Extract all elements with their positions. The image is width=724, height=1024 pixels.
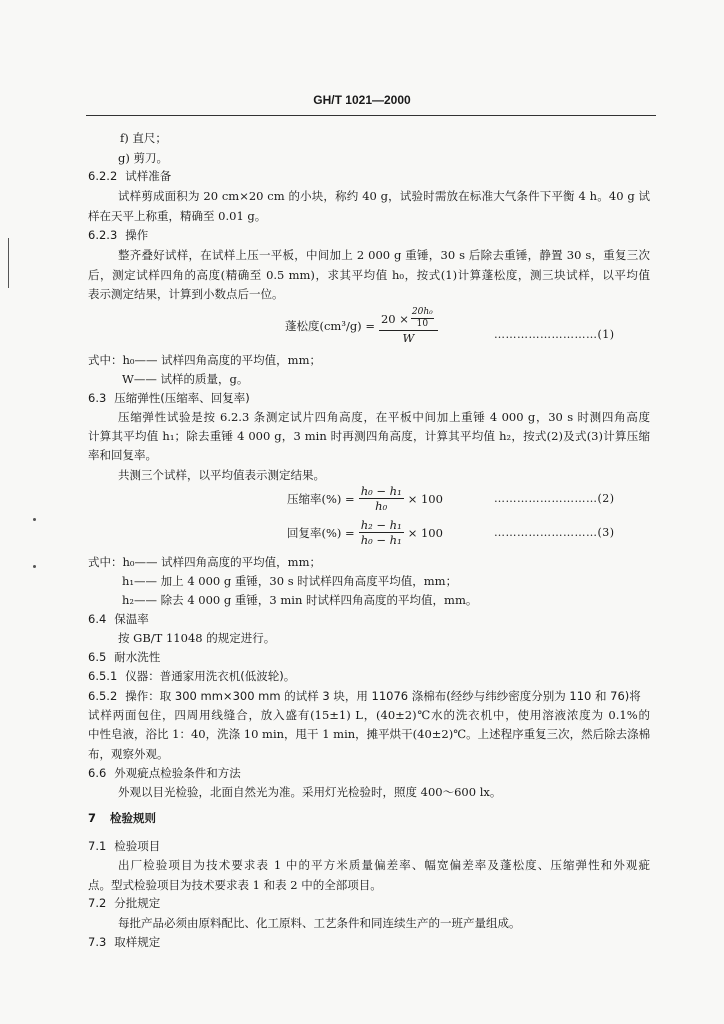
equation-number-2: ………………………(2) xyxy=(494,492,615,505)
paragraph-line: 按 GB/T 11048 的规定进行。 xyxy=(118,631,276,645)
formula-inner-fraction xyxy=(411,307,434,330)
formula-fraction xyxy=(359,484,404,513)
section-heading-6-4 xyxy=(88,611,149,627)
section-number: 6.2.2 xyxy=(88,169,118,183)
where-line: 式中：h₀—— 试样四角高度的平均值，mm； xyxy=(88,555,321,569)
formula-fraction xyxy=(359,518,404,547)
paragraph-line: 点。型式检验项目为技术要求表 1 和表 2 中的全部项目。 xyxy=(88,878,382,892)
section-heading-6-3 xyxy=(88,390,250,406)
formula-numerator: h₂ − h₁ xyxy=(360,518,402,532)
section-number: 6.3 xyxy=(88,391,107,405)
paragraph-line: 中性皂液，浴比 1：40，洗涤 10 min，甩干 1 min，摊平烘干(40±2)℃。上述程序重复三次，然后除去涤棉 xyxy=(88,727,651,741)
formula-inner-denominator: 10 xyxy=(416,319,429,329)
where-line: h₁—— 加上 4 000 g 重锤，30 s 时试样四角高度平均值，mm； xyxy=(122,574,458,588)
page-header-standard-number: GH/T 1021—2000 xyxy=(313,93,411,107)
paragraph-line: 出厂检验项目为技术要求表 1 中的平方米质量偏差率、幅宽偏差率及蓬松度、压缩弹性和外观疵 xyxy=(118,858,650,872)
formula-label: 回复率(%) = xyxy=(287,525,355,540)
section-heading-6-5 xyxy=(88,649,160,665)
section-title: 检验项目 xyxy=(114,839,161,853)
section-heading-6-6 xyxy=(88,765,241,781)
section-number: 6.5.1 xyxy=(88,669,118,683)
where-line: W—— 试样的质量，g。 xyxy=(122,372,249,386)
section-number: 6.2.3 xyxy=(88,228,118,242)
chapter-heading-7 xyxy=(88,810,156,826)
formula-denominator: h₀ − h₁ xyxy=(360,533,402,547)
formula-numerator-prefix: 20 × xyxy=(380,311,409,326)
paragraph-line: 操作：取 300 mm×300 mm 的试样 3 块，用 11076 涤棉布(经纱与纬纱密度分别为 110 和 76)将 xyxy=(125,689,641,703)
formula-multiplier: × 100 xyxy=(407,525,443,540)
header-rule xyxy=(86,115,656,116)
section-title: 保温率 xyxy=(114,612,149,626)
where-line: h₂—— 除去 4 000 g 重锤，3 min 时试样四角高度的平均值，mm。 xyxy=(122,593,478,607)
equation-number-3: ………………………(3) xyxy=(494,526,615,539)
section-number: 7 xyxy=(88,811,97,825)
paragraph-line: 每批产品必须由原料配比、化工原料、工艺条件和同连续生产的一班产量组成。 xyxy=(118,916,521,930)
paragraph-line: 外观以目光检验，北面自然光为准。采用灯光检验时，照度 400～600 lx。 xyxy=(118,785,502,799)
paragraph-line: 试样两面包住，四周用线缝合，放入盛有(15±1) L，(40±2)℃水的洗衣机中，使用溶液浓度为 0.1%的 xyxy=(88,708,650,722)
section-heading-6-5-2 xyxy=(88,688,641,704)
section-title: 分批规定 xyxy=(114,896,161,910)
section-number: 7.2 xyxy=(88,896,107,910)
formula-multiplier: × 100 xyxy=(407,491,443,506)
section-heading-6-2-2 xyxy=(88,168,171,184)
section-title: 外观疵点检验条件和方法 xyxy=(114,766,241,780)
scan-artifact-dot xyxy=(33,565,36,568)
section-title: 压缩弹性(压缩率、回复率) xyxy=(114,391,250,405)
formula-2 xyxy=(287,484,443,513)
paragraph-line: 试样剪成面积为 20 cm×20 cm 的小块，称约 40 g，试验时需放在标准大气条件下平衡 4 h。40 g 试 xyxy=(118,189,650,203)
formula-1 xyxy=(285,307,442,345)
list-item-f: f) 直尺； xyxy=(120,131,167,145)
section-number: 7.1 xyxy=(88,839,107,853)
section-heading-7-2 xyxy=(88,895,160,911)
paragraph-line: 压缩弹性试验是按 6.2.3 条测定试片四角高度，在平板中间加上重锤 4 000 g，30 s 时测四角高度 xyxy=(118,410,650,424)
paragraph-line: 布，观察外观。 xyxy=(88,747,169,761)
formula-inner-numerator: 20h₀ xyxy=(411,307,433,317)
section-number: 6.4 xyxy=(88,612,107,626)
section-title: 取样规定 xyxy=(114,935,161,949)
formula-label: 蓬松度(cm³/g) = xyxy=(285,319,375,333)
paragraph-line: 计算其平均值 h₁；除去重锤 4 000 g，3 min 时再测四角高度，计算其平均值 h₂，按式(2)及式(3)计算压缩 xyxy=(88,429,650,443)
paragraph-line: 共测三个试样，以平均值表示测定结果。 xyxy=(118,468,325,482)
formula-denominator: h₀ xyxy=(375,499,388,513)
section-title: 操作 xyxy=(125,228,149,242)
formula-3 xyxy=(287,518,443,547)
paragraph-line: 率和回复率。 xyxy=(88,448,157,462)
scan-artifact-dot xyxy=(33,518,36,521)
section-number: 6.5.2 xyxy=(88,689,118,703)
section-text: 仪器：普通家用洗衣机(低波轮)。 xyxy=(125,669,296,683)
section-title: 耐水洗性 xyxy=(114,650,161,664)
formula-fraction xyxy=(379,307,438,345)
section-number: 7.3 xyxy=(88,935,107,949)
paragraph-line: 后，测定试样四角的高度(精确至 0.5 mm)，求其平均值 h₀，按式(1)计算蓬松度，测三块试样，以平均值 xyxy=(88,268,650,282)
where-line: 式中：h₀—— 试样四角高度的平均值，mm； xyxy=(88,353,321,367)
section-heading-7-1 xyxy=(88,838,160,854)
formula-label: 压缩率(%) = xyxy=(287,491,355,506)
section-heading-6-5-1 xyxy=(88,668,295,684)
formula-numerator: h₀ − h₁ xyxy=(360,484,402,498)
section-number: 6.6 xyxy=(88,766,107,780)
paragraph-line: 表示测定结果，计算到小数点后一位。 xyxy=(88,287,284,301)
paragraph-line: 整齐叠好试样，在试样上压一平板，中间加上 2 000 g 重锤，30 s 后除去重锤，静置 30 s，重复三次 xyxy=(118,248,650,262)
section-number: 6.5 xyxy=(88,650,107,664)
section-title: 试样准备 xyxy=(125,169,172,183)
section-heading-7-3 xyxy=(88,934,160,950)
section-heading-6-2-3 xyxy=(88,227,148,243)
section-title: 检验规则 xyxy=(110,811,157,825)
list-item-g: g) 剪刀。 xyxy=(118,151,169,165)
paragraph-line: 样在天平上称重，精确至 0.01 g。 xyxy=(88,209,267,223)
equation-number-1: ………………………(1) xyxy=(494,328,615,341)
scan-artifact-edge-line xyxy=(8,238,9,288)
formula-denominator: W xyxy=(402,331,415,345)
